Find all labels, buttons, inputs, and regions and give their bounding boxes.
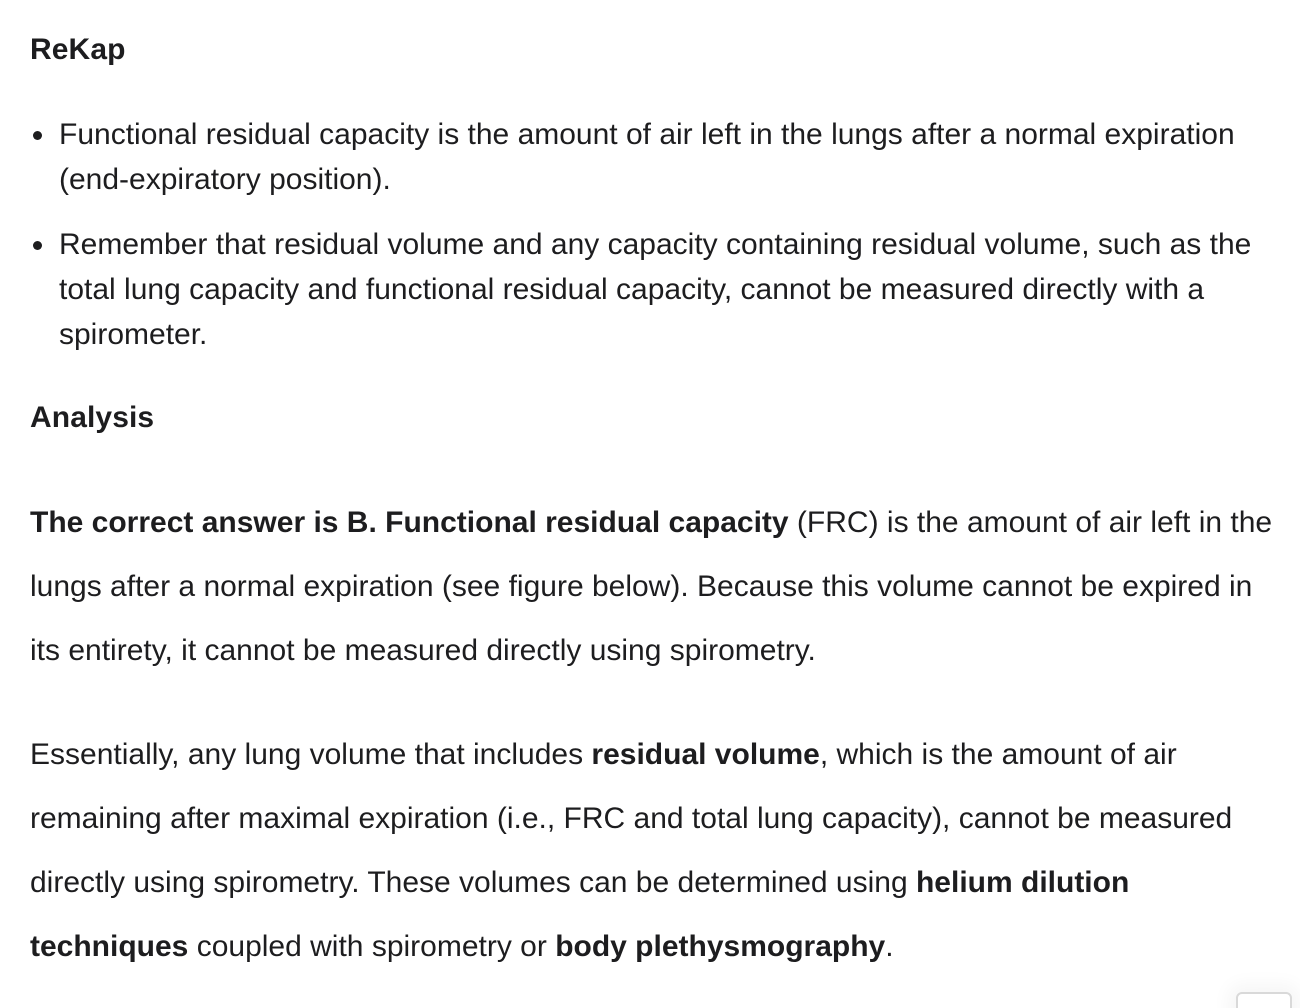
floating-corner-button[interactable] [1236, 992, 1292, 1008]
p2-text-3: coupled with spirometry or [188, 930, 556, 963]
rekap-heading: ReKap [30, 33, 126, 66]
rekap-bullet-1: Functional residual capacity is the amount of air left in the lungs after a normal expiration (end-expiratory position). [30, 112, 1280, 202]
term-body-plethysmography: body plethysmography [555, 930, 886, 963]
rekap-bullet-list [30, 112, 1280, 377]
frc-definition-text: (FRC) is the amount of air left in the lungs after a normal expiration (see figure below). Because this volume cannot be expired in its entirety, it cannot be measured directly using spirometry. [30, 506, 1273, 667]
analysis-paragraph-2 [30, 723, 1280, 979]
analysis-heading: Analysis [30, 401, 155, 434]
p2-text-4: . [885, 930, 894, 963]
p2-text-1: Essentially, any lung volume that includes [30, 738, 592, 771]
p2-text-2: , which is the amount of air remaining after maximal expiration (i.e., FRC and total lung capacity), cannot be measured directly using spirometry. These volumes can be determined using [30, 738, 1233, 899]
correct-answer-statement: The correct answer is B. Functional residual capacity [30, 506, 789, 539]
term-residual-volume: residual volume [591, 738, 820, 771]
analysis-paragraph-1 [30, 491, 1280, 683]
term-helium-dilution: helium dilution techniques [30, 866, 1130, 963]
rekap-bullet-2: Remember that residual volume and any capacity containing residual volume, such as the total lung capacity and functional residual capacity, cannot be measured directly with a spirometer. [30, 222, 1280, 357]
